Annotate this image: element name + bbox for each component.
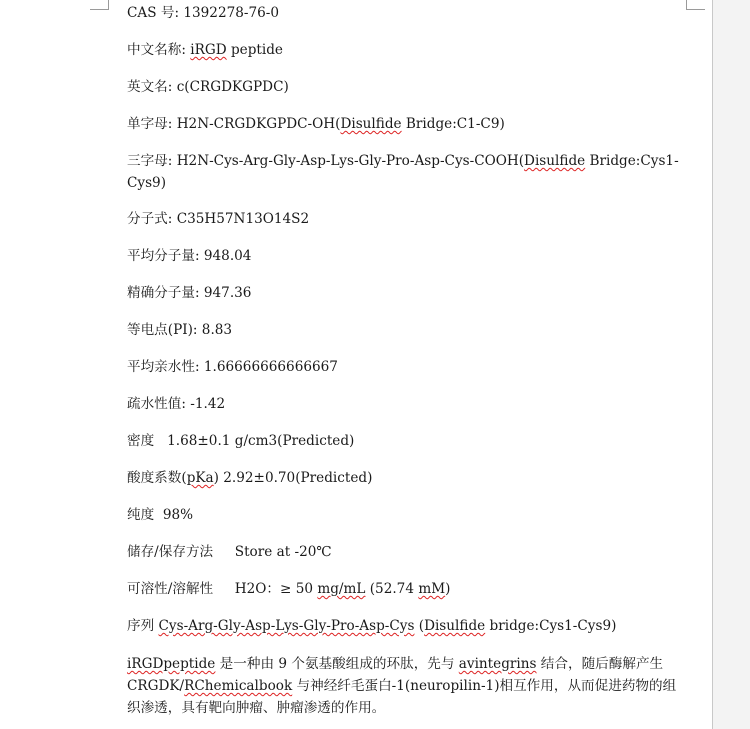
hydrophilicity-line: 平均亲水性: 1.66666666666667 xyxy=(127,359,338,375)
english-name-line: 英文名: c(CRGDKGPDC) xyxy=(127,79,289,95)
three-letter-line: 三字母: H2N-Cys-Arg-Gly-Asp-Lys-Gly-Pro-Asp-Cys-COOH(Disulfide Bridge:Cys1-Cys9) xyxy=(127,153,679,191)
isoelectric-point-line: 等电点(PI): 8.83 xyxy=(127,322,233,338)
single-letter-line: 单字母: H2N-CRGDKGPDC-OH(Disulfide Bridge:C1-C9) xyxy=(127,116,505,132)
purity-line: 纯度 98% xyxy=(127,507,194,523)
molecular-formula-line: 分子式: C35H57N13O14S2 xyxy=(127,211,310,227)
density-line: 密度 1.68±0.1 g/cm3(Predicted) xyxy=(127,433,355,449)
spellcheck-word: Cys-Arg-Gly-Asp-Lys-Gly-Pro-Asp-Cys xyxy=(158,618,415,634)
spellcheck-word: mg/mL xyxy=(317,581,366,597)
margin-corner-mark-right xyxy=(686,0,705,10)
exact-mass-line: 精确分子量: 947.36 xyxy=(127,285,252,301)
margin-corner-mark-left xyxy=(90,0,109,10)
chinese-name-line: 中文名称: iRGD peptide xyxy=(127,42,283,58)
average-mass-line: 平均分子量: 948.04 xyxy=(127,248,252,264)
description-paragraph: iRGDpeptide 是一种由 9 个氨基酸组成的环肽，先与 avintegrins 结合，随后酶解产生 CRGDK/RChemicalbook 与神经纤毛蛋白-1(neuropilin-1)相互作用，从而促进药物的组织渗透，具有靶向肿瘤、肿瘤渗透的作用。 xyxy=(127,656,677,716)
sequence-line: 序列 Cys-Arg-Gly-Asp-Lys-Gly-Pro-Asp-Cys (Disulfide bridge:Cys1-Cys9) xyxy=(127,618,617,634)
pka-line: 酸度系数(pKa) 2.92±0.70(Predicted) xyxy=(127,470,373,486)
spellcheck-word: Disulfide xyxy=(340,116,402,132)
cas-number-line: CAS 号: 1392278-76-0 xyxy=(127,5,280,21)
storage-line: 储存/保存方法 Store at -20℃ xyxy=(127,544,332,560)
spellcheck-word: iRGD xyxy=(190,42,227,58)
spellcheck-word: mM xyxy=(418,581,446,597)
spellcheck-word: Disulfide xyxy=(424,618,486,634)
spellcheck-word: Disulfide xyxy=(524,153,586,169)
solubility-line: 可溶性/溶解性 H2O：≥ 50 mg/mL (52.74 mM) xyxy=(127,581,451,597)
spellcheck-word: iRGDpeptide xyxy=(127,656,216,672)
spellcheck-word: RChemicalbook xyxy=(184,678,293,694)
hydrophobicity-line: 疏水性值: -1.42 xyxy=(127,396,226,412)
spellcheck-word: avintegrins xyxy=(458,656,537,672)
spellcheck-word: pKa xyxy=(186,470,214,486)
document-gutter xyxy=(713,0,750,729)
